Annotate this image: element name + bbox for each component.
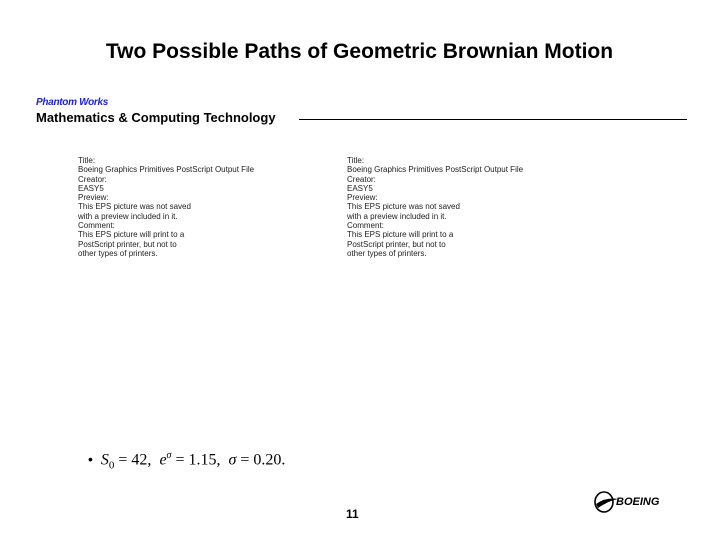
sigma-symbol: σ [228, 451, 237, 469]
eps-line: PostScript printer, but not to [78, 239, 177, 249]
eps-line: other types of printers. [347, 248, 427, 258]
e-exponent: σ [166, 450, 172, 461]
eps-line: Preview: [347, 193, 378, 203]
eps-line: Comment: [347, 221, 384, 231]
s-subscript: 0 [108, 459, 115, 472]
slide-title: Two Possible Paths of Geometric Brownian Motion [105, 40, 614, 63]
phantom-works-brand: Phantom Works [36, 97, 109, 108]
s-value: = 42, [118, 451, 152, 469]
eps-line: This EPS picture was not saved [78, 202, 191, 212]
eps-placeholder-right [347, 156, 523, 258]
eps-line: Title: [347, 156, 365, 165]
eps-line: with a preview included in it. [347, 211, 447, 221]
eps-line: Preview: [78, 193, 109, 203]
eps-line: PostScript printer, but not to [347, 239, 446, 249]
e-value: = 1.15, [175, 451, 221, 469]
s-symbol: S [100, 451, 109, 469]
eps-line: This EPS picture will print to a [347, 230, 454, 240]
eps-line: with a preview included in it. [78, 211, 178, 221]
eps-line: other types of printers. [78, 248, 158, 258]
header-divider [299, 119, 687, 120]
eps-line: Title: [78, 156, 96, 165]
eps-line: Boeing Graphics Primitives PostScript Output File [78, 165, 255, 175]
page-number: 11 [346, 507, 359, 521]
eps-line: This EPS picture will print to a [78, 230, 185, 240]
eps-line: Boeing Graphics Primitives PostScript Output File [347, 165, 524, 175]
parameter-bullet [88, 450, 285, 472]
e-symbol: e [159, 451, 167, 469]
eps-placeholder-left [78, 156, 254, 258]
sigma-value: = 0.20. [240, 451, 286, 469]
bullet-dot: • [88, 451, 93, 468]
eps-line: Creator: [78, 174, 107, 184]
eps-line: EASY5 [78, 183, 104, 193]
eps-line: EASY5 [347, 183, 373, 193]
department-label: Mathematics & Computing Technology [36, 110, 276, 125]
eps-line: This EPS picture was not saved [347, 202, 460, 212]
boeing-logo-text: BOEING [616, 496, 660, 508]
boeing-logo-icon [592, 489, 692, 519]
eps-line: Comment: [78, 221, 115, 231]
eps-line: Creator: [347, 174, 376, 184]
